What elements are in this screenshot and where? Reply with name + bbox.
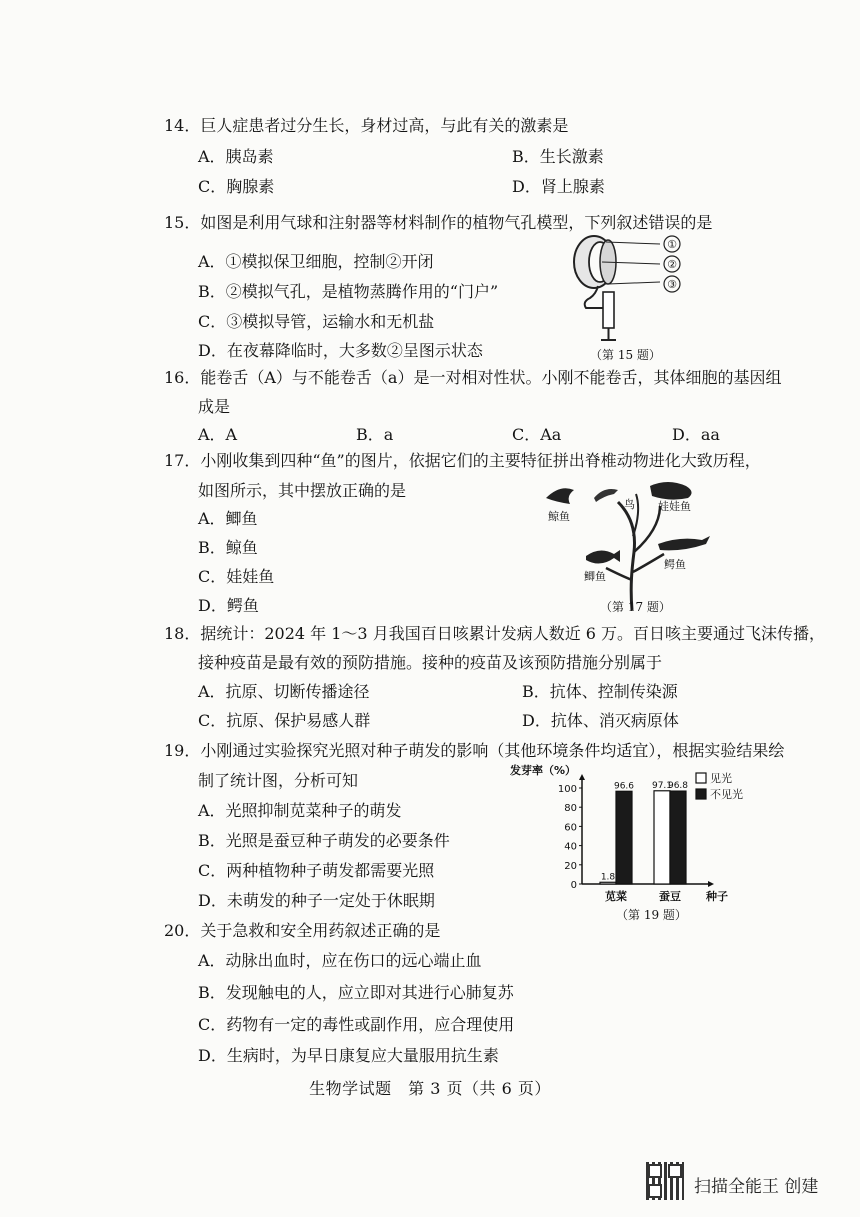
chart-category-label: 蚕豆	[659, 890, 681, 903]
q17-option-c: C．娃娃鱼	[198, 567, 275, 586]
chart-category-label: 苋菜	[605, 890, 627, 903]
q16-option-c: C．Aa	[512, 425, 562, 444]
scanner-watermark: 扫描全能王 创建	[694, 1177, 819, 1197]
q15-option-d: D．在夜幕降临时，大多数②呈图示状态	[198, 341, 483, 360]
chart-legend-swatch	[696, 789, 706, 799]
germination-bar-chart	[500, 760, 750, 928]
salamander-icon	[650, 482, 692, 500]
bird-icon	[594, 489, 618, 502]
q20-stem: 20．关于急救和安全用药叙述正确的是	[164, 921, 441, 940]
crocodile-icon	[658, 536, 710, 550]
q15-option-b: B．②模拟气孔，是植物蒸腾作用的“门户”	[198, 282, 499, 301]
chart-y-axis-label: 发芽率（%）	[510, 764, 577, 777]
q18-stem-line1: 18．据统计：2024 年 1～3 月我国百日咳累计发病人数近 6 万。百日咳主要通过飞沫传播，	[164, 624, 826, 643]
chart-x-arrow	[708, 881, 714, 887]
q19-option-a: A．光照抑制苋菜种子的萌发	[198, 801, 402, 820]
label-1: ①	[667, 238, 677, 251]
q18-option-d: D．抗体、消灭病原体	[522, 711, 679, 730]
crucian-icon	[586, 550, 620, 564]
q18-option-b: B．抗体、控制传染源	[522, 682, 678, 701]
label-2: ②	[667, 258, 677, 271]
chart-y-tick-label: 60	[564, 822, 577, 834]
chart-legend	[696, 771, 743, 801]
q19-stem-line2: 制了统计图，分析可知	[198, 771, 359, 790]
q17-stem-line2: 如图所示，其中摆放正确的是	[198, 481, 407, 500]
chart-bar	[654, 791, 670, 884]
q18-option-c: C．抗原、保护易感人群	[198, 711, 371, 730]
chart-axes	[579, 774, 714, 887]
stomata-model-figure	[568, 232, 718, 354]
chart-legend-swatch	[696, 773, 706, 783]
q19-option-c: C．两种植物种子萌发都需要光照	[198, 861, 435, 880]
q14-option-c: C．胸腺素	[198, 177, 275, 196]
chart-data-label: 97.1	[651, 780, 673, 791]
q15-caption: （第 15 题）	[590, 348, 661, 362]
chart-bar	[600, 882, 616, 884]
q19-option-d: D．未萌发的种子一定处于休眠期	[198, 891, 435, 910]
q17-option-b: B．鲸鱼	[198, 538, 258, 557]
chart-y-ticks	[558, 784, 582, 891]
chart-y-tick-label: 100	[557, 784, 577, 795]
q14-option-a: A．胰岛素	[198, 147, 274, 166]
chart-legend-label: 不见光	[710, 788, 743, 801]
chart-y-tick-label: 20	[564, 860, 577, 872]
chart-legend-label: 见光	[710, 772, 732, 785]
bird-label: 鸟	[624, 498, 635, 511]
chart-data-label: 1.8	[600, 872, 616, 883]
q16-option-d: D．aa	[672, 425, 720, 444]
chart-y-tick-label: 0	[570, 880, 577, 891]
syringe-barrel	[603, 292, 614, 328]
chart-bars	[600, 781, 688, 884]
q15-option-a: A．①模拟保卫细胞，控制②开闭	[198, 252, 434, 271]
q16-option-a: A．A	[198, 425, 238, 444]
q19-option-b: B．光照是蚕豆种子萌发的必要条件	[198, 831, 450, 850]
q20-option-c: C．药物有一定的毒性或副作用，应合理使用	[198, 1015, 515, 1034]
q15-stem: 15．如图是利用气球和注射器等材料制作的植物气孔模型，下列叙述错误的是	[164, 213, 713, 232]
q18-option-a: A．抗原、切断传播途径	[198, 682, 370, 701]
q19-stem-line1: 19．小刚通过实验探究光照对种子萌发的影响（其他环境条件均适宜），根据实验结果绘	[164, 741, 785, 760]
evolution-tree-figure	[540, 476, 730, 612]
q18-stem-line2: 接种疫苗是最有效的预防措施。接种的疫苗及该预防措施分别属于	[198, 653, 663, 672]
chart-bar	[670, 791, 686, 884]
leader-3	[608, 282, 660, 284]
chart-x-axis-label: 种子	[706, 890, 728, 903]
q14-option-d: D．肾上腺素	[512, 177, 605, 196]
whale-icon	[546, 488, 574, 504]
chart-data-label: 96.8	[667, 781, 689, 792]
q16-stem-line1: 16．能卷舌（A）与不能卷舌（a）是一对相对性状。小刚不能卷舌，其体细胞的基因组	[164, 368, 782, 387]
q14-option-b: B．生长激素	[512, 147, 604, 166]
q17-stem-line1: 17．小刚收集到四种“鱼”的图片，依据它们的主要特征拼出脊椎动物进化大致历程，	[164, 451, 761, 470]
q16-option-b: B．a	[356, 425, 394, 444]
chart-y-tick-label: 80	[564, 803, 577, 815]
leader-1	[606, 242, 660, 244]
q19-caption: （第 19 题）	[616, 908, 687, 922]
q14-stem: 14．巨人症患者过分生长，身材过高，与此有关的激素是	[164, 116, 569, 135]
q16-stem-line2: 成是	[198, 397, 231, 416]
q20-option-b: B．发现触电的人，应立即对其进行心肺复苏	[198, 983, 514, 1002]
q17-option-a: A．鲫鱼	[198, 509, 258, 528]
page-footer: 生物学试题 第 3 页（共 6 页）	[309, 1079, 551, 1098]
q20-option-a: A．动脉出血时，应在伤口的远心端止血	[198, 951, 482, 970]
salamander-label: 娃娃鱼	[658, 500, 691, 513]
chart-data-label: 96.6	[613, 781, 635, 792]
q20-option-d: D．生病时，为早日康复应大量服用抗生素	[198, 1046, 499, 1065]
chart-y-tick-label: 40	[564, 841, 577, 853]
q15-option-c: C．③模拟导管，运输水和无机盐	[198, 312, 435, 331]
chart-categories	[605, 889, 681, 903]
tree-branch-left-lower	[606, 568, 632, 580]
tree-trunk	[618, 502, 634, 610]
chart-y-arrow	[579, 774, 585, 780]
q17-option-d: D．鳄鱼	[198, 596, 259, 615]
crucian-label: 鲫鱼	[584, 570, 606, 583]
crocodile-label: 鳄鱼	[664, 558, 686, 571]
whale-label: 鲸鱼	[548, 510, 570, 523]
qr-code-icon	[646, 1162, 684, 1200]
q17-caption: （第 17 题）	[600, 600, 671, 614]
tree-branch-right-lower	[633, 554, 664, 572]
label-3: ③	[667, 278, 677, 291]
chart-bar	[616, 791, 632, 884]
